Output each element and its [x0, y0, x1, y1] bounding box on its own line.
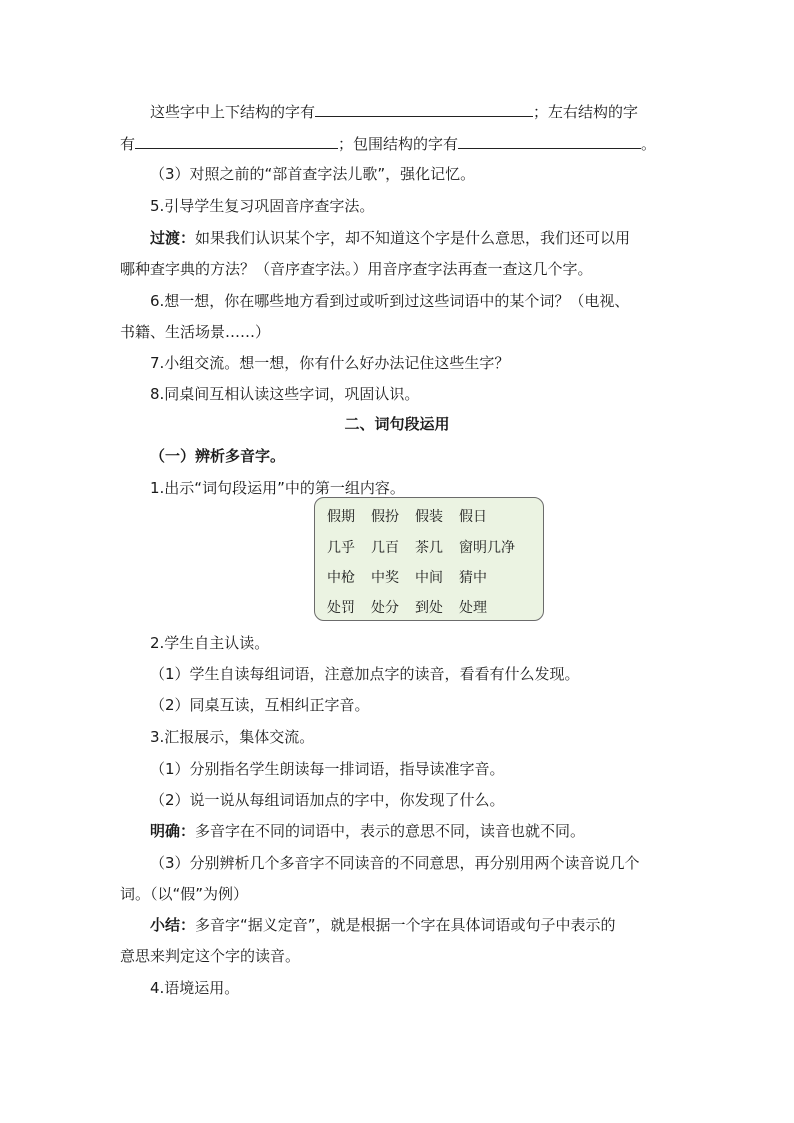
word: 中间 [415, 570, 443, 586]
summary-line1 [150, 915, 616, 935]
paragraph-6-line2: 书籍、生活场景……） [120, 323, 271, 341]
summary-text-1: 多音字“据义定音”，就是根据一个字在具体词语或句子中表示的 [195, 916, 616, 934]
section2-paragraph-3-2: （2）说一说从每组词语加点的字中，你发现了什么。 [150, 791, 505, 809]
word-row [327, 569, 503, 587]
section2-paragraph-4: 4.语境运用。 [150, 979, 240, 997]
transition-text-1: 如果我们认识某个字，却不知道这个字是什么意思，我们还可以用 [195, 229, 631, 247]
clarify-text: 多音字在不同的词语中，表示的意思不同，读音也就不同。 [195, 822, 586, 840]
paragraph-3: （3）对照之前的“部首查字法儿歌”，强化记忆。 [150, 165, 476, 183]
structure-question-mid: ；左右结构的字 [533, 103, 639, 121]
section2-paragraph-2-2: （2）同桌互读，互相纠正字音。 [150, 696, 370, 714]
word: 几百 [371, 540, 399, 556]
structure-question-line2-prefix: 有 [120, 135, 136, 153]
word: 茶几 [415, 540, 443, 556]
transition-line2: 哪种查字典的方法？（音序查字法。）用音序查字法再查一查这几个字。 [120, 260, 593, 278]
clarify-line [150, 821, 585, 841]
word: 处罚 [327, 600, 355, 616]
summary-label: 小结： [150, 916, 196, 934]
section2-paragraph-3-3-line1: （3）分别辨析几个多音字不同读音的不同意思，再分别用两个读音说几个 [150, 854, 640, 872]
clarify-label: 明确： [150, 822, 196, 840]
subsection-heading: （一）辨析多音字。 [150, 447, 286, 465]
paragraph-5: 5.引导学生复习巩固音序查字法。 [150, 197, 375, 215]
word: 假扮 [371, 509, 399, 525]
word: 几乎 [327, 540, 355, 556]
word: 处理 [459, 600, 487, 616]
structure-question-line2 [120, 133, 656, 154]
answer-blank-top-bottom[interactable] [315, 101, 533, 117]
paragraph-6-main: 6.想一想，你在哪些地方看到过或听到过这些词语中的某个词？ [150, 292, 570, 310]
structure-question-line1 [150, 101, 638, 122]
section2-paragraph-2: 2.学生自主认读。 [150, 634, 270, 652]
transition-line1 [150, 228, 630, 248]
structure-question-line2-end: 。 [641, 135, 657, 153]
section2-paragraph-3: 3.汇报展示，集体交流。 [150, 728, 315, 746]
paragraph-8: 8.同桌间互相认读这些字词，巩固认识。 [150, 385, 420, 403]
structure-question-prefix: 这些字中上下结构的字有 [150, 103, 316, 121]
word-row [327, 508, 503, 526]
word: 处分 [371, 600, 399, 616]
section2-paragraph-3-3-line2: 词。（以“假”为例） [120, 885, 249, 903]
summary-line2: 意思来判定这个字的读音。 [120, 947, 301, 965]
transition-label: 过渡： [150, 229, 196, 247]
structure-question-line2-mid: ；包围结构的字有 [338, 135, 459, 153]
answer-blank-enclosed[interactable] [458, 133, 641, 149]
section2-paragraph-3-1: （1）分别指名学生朗读每一排词语，指导读准字音。 [150, 760, 505, 778]
word-row [327, 539, 531, 557]
word: 到处 [415, 600, 443, 616]
paragraph-7: 7.小组交流。想一想，你有什么好办法记住这些生字？ [150, 354, 510, 372]
word-row [327, 599, 503, 617]
word: 中枪 [327, 570, 355, 586]
word: 假装 [415, 509, 443, 525]
section-heading: 二、词句段运用 [344, 415, 450, 433]
answer-blank-left-right[interactable] [135, 133, 338, 149]
section2-paragraph-2-1: （1）学生自读每组词语，注意加点字的读音，看看有什么发现。 [150, 665, 580, 683]
paragraph-6-tail: （电视、 [569, 292, 630, 310]
word: 窗明几净 [459, 540, 515, 556]
section2-paragraph-1: 1.出示“词句段运用”中的第一组内容。 [150, 479, 405, 497]
word: 假期 [327, 509, 355, 525]
word: 假日 [459, 509, 487, 525]
paragraph-6-line1 [150, 291, 629, 311]
word: 中奖 [371, 570, 399, 586]
polyphone-word-box [314, 497, 544, 621]
word: 猜中 [459, 570, 487, 586]
